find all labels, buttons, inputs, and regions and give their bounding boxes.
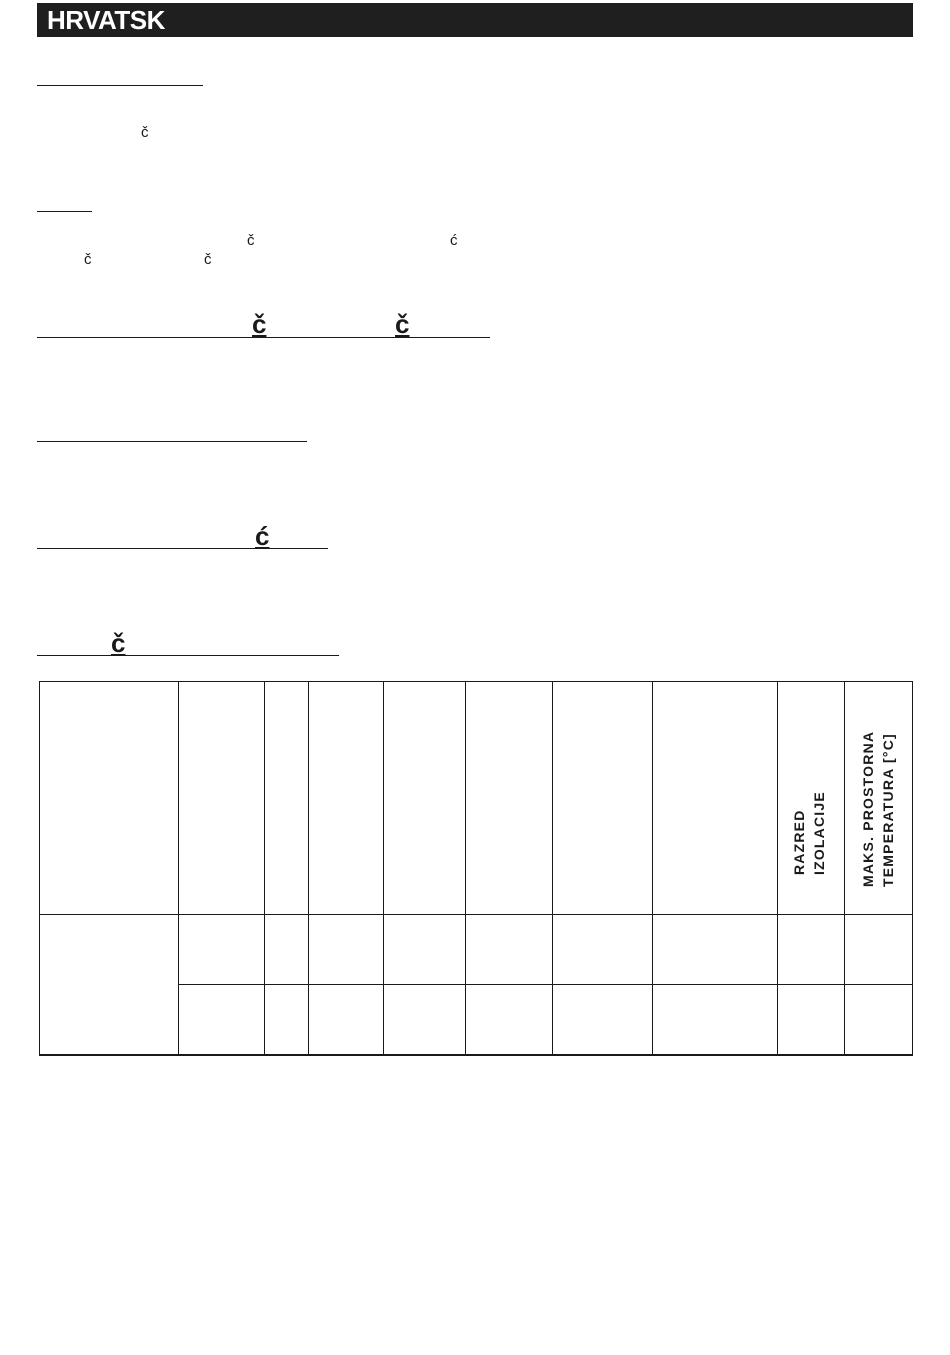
header-max-room-temperature: [858, 707, 900, 887]
text-glyph: č: [204, 251, 212, 268]
heading-glyph: ć: [255, 521, 270, 551]
section-rule-3: [37, 337, 490, 338]
text-glyph: č: [141, 124, 149, 141]
table-col-divider: [652, 681, 653, 1055]
table-border-right: [912, 681, 913, 1055]
table-row-divider: [178, 984, 913, 985]
header-bar: [37, 3, 913, 37]
table-col-divider: [552, 681, 553, 1055]
table-border-bottom: [39, 1054, 913, 1056]
table-border-top: [39, 681, 913, 682]
section-rule-5: [37, 548, 328, 549]
table-col-divider: [308, 681, 309, 1055]
page-title: HRVATSK: [47, 5, 165, 35]
table-border-left: [39, 681, 40, 1055]
header-line: IZOLACIJE: [811, 791, 827, 875]
section-rule-4: [37, 441, 307, 442]
table-col-divider: [844, 681, 845, 1055]
text-glyph: ć: [450, 232, 458, 249]
table-header-divider: [39, 914, 913, 915]
heading-glyph: č: [252, 309, 267, 339]
section-rule-2: [37, 211, 92, 212]
table-col-divider: [264, 681, 265, 1055]
section-rule-1: [37, 85, 203, 86]
header-line: TEMPERATURA [°C]: [880, 733, 896, 887]
table-col-divider: [383, 681, 384, 1055]
section-rule-6: [37, 655, 339, 656]
table-col-divider: [178, 681, 179, 1055]
text-glyph: č: [247, 232, 255, 249]
header-insulation-class: [789, 725, 831, 875]
heading-glyph: č: [111, 628, 126, 658]
table-col-divider: [465, 681, 466, 1055]
text-glyph: č: [84, 251, 92, 268]
heading-glyph: č: [395, 309, 410, 339]
table-col-divider: [777, 681, 778, 1055]
header-line: MAKS. PROSTORNA: [860, 730, 876, 887]
header-line: RAZRED: [791, 809, 807, 875]
